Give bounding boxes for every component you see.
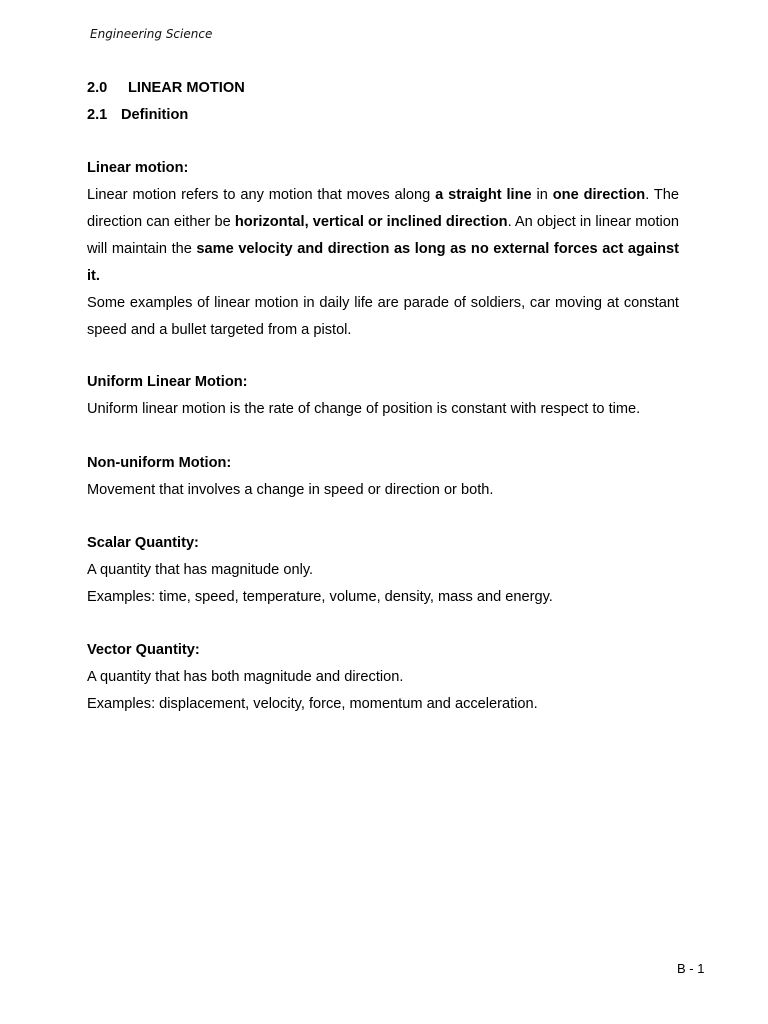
nonuniform-motion-label: Non-uniform Motion: xyxy=(87,455,232,471)
page-number: B - 1 xyxy=(677,961,705,976)
text-run: . An object in linear motion will maintain the xyxy=(87,214,680,257)
uniform-motion-text: Uniform linear motion is the rate of change of position is constant with respect to time. xyxy=(87,401,641,417)
linear-motion-examples-paragraph: Some examples of linear motion in daily life are parade of soldiers, car moving at constant speed and a bullet targeted from a pistol. xyxy=(87,295,679,338)
vector-quantity-examples: Examples: displacement, velocity, force, momentum and acceleration. xyxy=(87,696,538,712)
emphasis-same-velocity: same velocity and direction as long as no external forces act against it. xyxy=(87,241,679,284)
linear-motion-paragraph xyxy=(87,182,679,290)
subsection-number: 2.1 xyxy=(87,107,108,123)
section-heading xyxy=(87,80,245,96)
scalar-quantity-examples: Examples: time, speed, temperature, volume, density, mass and energy. xyxy=(87,589,553,605)
emphasis-directions: horizontal, vertical or inclined direction xyxy=(234,214,508,230)
text-run: in xyxy=(531,187,553,203)
subsection-title: Definition xyxy=(121,107,189,123)
nonuniform-motion-block xyxy=(87,450,679,504)
scalar-quantity-definition: A quantity that has magnitude only. xyxy=(87,562,314,578)
scalar-quantity-block xyxy=(87,530,679,611)
emphasis-straight-line: a straight line xyxy=(435,187,532,203)
text-run: . The direction can either be xyxy=(87,187,680,230)
section-number: 2.0 xyxy=(87,80,108,96)
uniform-motion-block xyxy=(87,369,679,423)
section-title: LINEAR MOTION xyxy=(128,80,245,96)
uniform-motion-label: Uniform Linear Motion: xyxy=(87,374,248,390)
subsection-heading xyxy=(87,107,188,123)
vector-quantity-block xyxy=(87,637,679,718)
emphasis-one-direction: one direction xyxy=(552,187,646,203)
running-header: Engineering Science xyxy=(90,27,213,41)
scalar-quantity-label: Scalar Quantity: xyxy=(87,535,199,551)
linear-motion-block xyxy=(87,155,679,344)
text-run: Linear motion refers to any motion that moves along xyxy=(87,187,436,203)
vector-quantity-definition: A quantity that has both magnitude and direction. xyxy=(87,669,404,685)
vector-quantity-label: Vector Quantity: xyxy=(87,642,200,658)
nonuniform-motion-text: Movement that involves a change in speed or direction or both. xyxy=(87,482,494,498)
linear-motion-label: Linear motion: xyxy=(87,160,189,176)
